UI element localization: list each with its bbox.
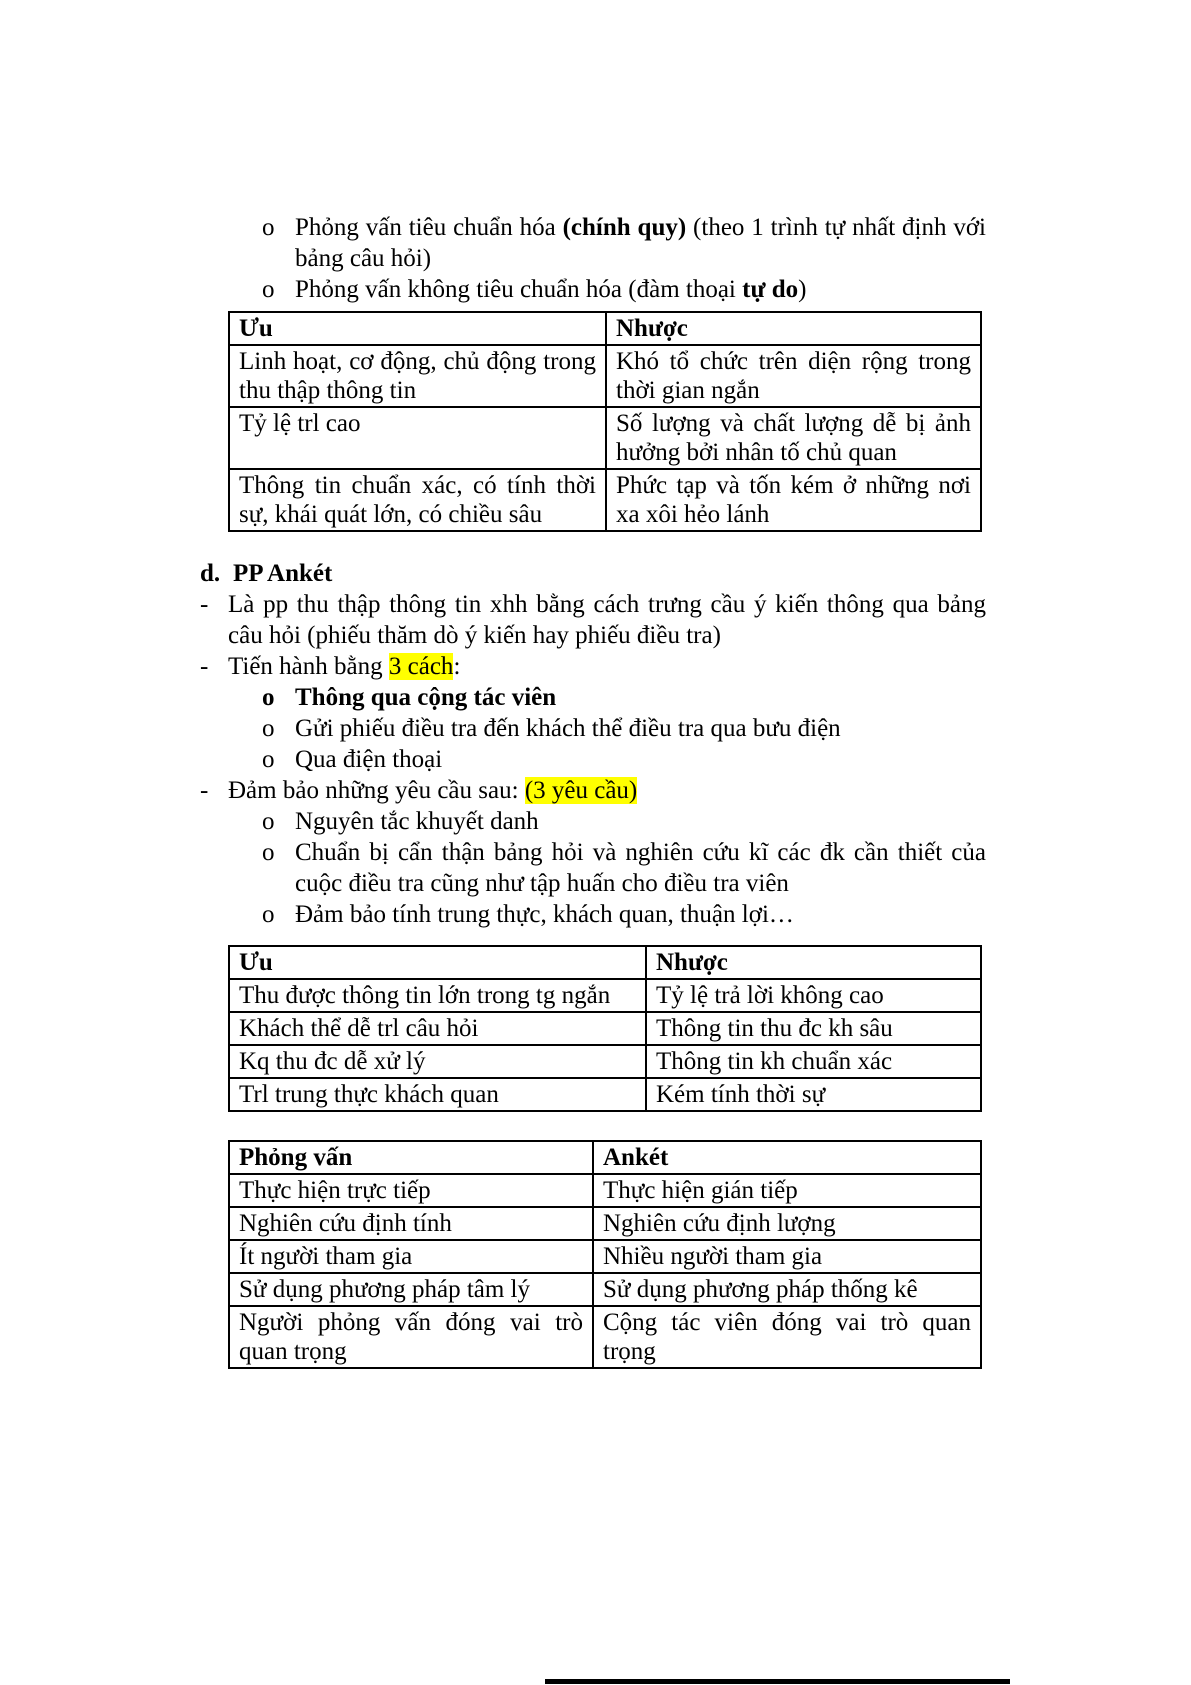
section-label: d. bbox=[200, 560, 221, 587]
table-cell: Sử dụng phương pháp thống kê bbox=[593, 1273, 981, 1306]
section-title: PP Ankét bbox=[233, 560, 333, 587]
list-item-text: Thông qua cộng tác viên bbox=[295, 684, 557, 711]
section-heading bbox=[200, 558, 986, 589]
list-item-text: Là pp thu thập thông tin xhh bằng cách trưng cầu ý kiến thông qua bảng câu hỏi (phiếu thăm dò ý kiến hay phiếu điều tra) bbox=[228, 591, 986, 649]
table-cell: Ít người tham gia bbox=[229, 1240, 593, 1273]
list-item bbox=[200, 713, 986, 744]
list-item bbox=[200, 274, 986, 305]
table-header-cell: Ưu bbox=[229, 946, 646, 979]
table-cell: Nghiên cứu định lượng bbox=[593, 1207, 981, 1240]
table-header-row bbox=[229, 946, 981, 979]
list-item-text bbox=[295, 274, 986, 305]
list-item-text: Chuẩn bị cẩn thận bảng hỏi và nghiên cứu kĩ các đk cần thiết của cuộc điều tra cũng như tập huấn cho điều tra viên bbox=[295, 839, 986, 897]
table-cell: Thực hiện trực tiếp bbox=[229, 1174, 593, 1207]
list-item bbox=[200, 775, 986, 806]
list-item bbox=[200, 589, 986, 651]
table-cell: Thực hiện gián tiếp bbox=[593, 1174, 981, 1207]
bold-text-run: tự do bbox=[742, 276, 799, 303]
bullet-marker: o bbox=[262, 214, 275, 241]
table-row bbox=[229, 979, 981, 1012]
table-header-cell: Phỏng vấn bbox=[229, 1141, 593, 1174]
table-cell: Kq thu đc dễ xử lý bbox=[229, 1045, 646, 1078]
bullet-marker: o bbox=[262, 715, 275, 742]
table-row bbox=[229, 1207, 981, 1240]
table-row bbox=[229, 1306, 981, 1368]
table-row bbox=[229, 1078, 981, 1111]
table-cell: Số lượng và chất lượng dễ bị ảnh hưởng bởi nhân tố chủ quan bbox=[606, 407, 981, 469]
table-row bbox=[229, 1012, 981, 1045]
list-item bbox=[200, 682, 986, 713]
table-cell: Thông tin thu đc kh sâu bbox=[646, 1012, 981, 1045]
table-cell: Nhiều người tham gia bbox=[593, 1240, 981, 1273]
document-content bbox=[200, 212, 986, 1369]
list-item bbox=[200, 806, 986, 837]
table-cell: Thu được thông tin lớn trong tg ngắn bbox=[229, 979, 646, 1012]
dash-marker: - bbox=[200, 777, 209, 804]
table-cell: Tỷ lệ trả lời không cao bbox=[646, 979, 981, 1012]
table-cell: Tỷ lệ trl cao bbox=[229, 407, 606, 469]
table-cell: Thông tin kh chuẩn xác bbox=[646, 1045, 981, 1078]
table-header-row bbox=[229, 312, 981, 345]
text-run: Phỏng vấn không tiêu chuẩn hóa (đàm thoại bbox=[295, 276, 743, 303]
table-cell: Phức tạp và tốn kém ở những nơi xa xôi hẻo lánh bbox=[606, 469, 981, 531]
bullet-marker: o bbox=[262, 746, 275, 773]
table-header-cell: Ankét bbox=[593, 1141, 981, 1174]
highlighted-text-run: 3 cách bbox=[388, 653, 454, 680]
list-item bbox=[200, 212, 986, 274]
table-row bbox=[229, 1045, 981, 1078]
list-item-text: Gửi phiếu điều tra đến khách thể điều tra qua bưu điện bbox=[295, 715, 841, 742]
table-row bbox=[229, 407, 981, 469]
dash-marker: - bbox=[200, 653, 209, 680]
list-item bbox=[200, 651, 986, 682]
table-header-cell: Ưu bbox=[229, 312, 606, 345]
interview-vs-anket-table bbox=[228, 1140, 982, 1369]
bold-text-run: (chính quy) bbox=[562, 214, 687, 241]
bullet-marker: o bbox=[262, 808, 275, 835]
table-cell: Linh hoạt, cơ động, chủ động trong thu thập thông tin bbox=[229, 345, 606, 407]
bullet-marker: o bbox=[262, 839, 275, 866]
text-run: ) bbox=[798, 276, 807, 303]
list-item-text bbox=[228, 775, 986, 806]
table-cell: Kém tính thời sự bbox=[646, 1078, 981, 1111]
bullet-marker: o bbox=[262, 901, 275, 928]
dash-marker: - bbox=[200, 591, 209, 618]
interview-pros-cons-table bbox=[228, 311, 982, 532]
anket-pros-cons-table bbox=[228, 945, 982, 1112]
list-item-text: Đảm bảo tính trung thực, khách quan, thuận lợi… bbox=[295, 901, 794, 928]
table-row bbox=[229, 345, 981, 407]
table-cell: Cộng tác viên đóng vai trò quan trọng bbox=[593, 1306, 981, 1368]
next-page-edge-artifact bbox=[545, 1679, 1010, 1684]
table-cell: Trl trung thực khách quan bbox=[229, 1078, 646, 1111]
list-item bbox=[200, 837, 986, 899]
text-run: Tiến hành bằng bbox=[228, 653, 389, 680]
table-header-cell: Nhược bbox=[606, 312, 981, 345]
list-item-text bbox=[295, 212, 986, 274]
table-header-row bbox=[229, 1141, 981, 1174]
list-item bbox=[200, 899, 986, 930]
text-run: : bbox=[453, 653, 461, 680]
table-cell: Khó tổ chức trên diện rộng trong thời gian ngắn bbox=[606, 345, 981, 407]
table-row bbox=[229, 1273, 981, 1306]
highlighted-text-run: (3 yêu cầu) bbox=[524, 777, 638, 804]
table-header-cell: Nhược bbox=[646, 946, 981, 979]
table-row bbox=[229, 1174, 981, 1207]
list-item-text: Qua điện thoại bbox=[295, 746, 443, 773]
list-item-text bbox=[228, 651, 986, 682]
table-row bbox=[229, 1240, 981, 1273]
table-cell: Khách thể dễ trl câu hỏi bbox=[229, 1012, 646, 1045]
table-cell: Nghiên cứu định tính bbox=[229, 1207, 593, 1240]
text-run: (theo 1 trình tự nhất định với bảng câu hỏi) bbox=[295, 214, 986, 272]
table-row bbox=[229, 469, 981, 531]
text-run: Phỏng vấn tiêu chuẩn hóa bbox=[295, 214, 563, 241]
list-item-text: Nguyên tắc khuyết danh bbox=[295, 808, 539, 835]
list-item bbox=[200, 744, 986, 775]
text-run: Đảm bảo những yêu cầu sau: bbox=[228, 777, 525, 804]
table-cell: Sử dụng phương pháp tâm lý bbox=[229, 1273, 593, 1306]
table-cell: Thông tin chuẩn xác, có tính thời sự, khái quát lớn, có chiều sâu bbox=[229, 469, 606, 531]
bullet-marker: o bbox=[262, 684, 275, 711]
table-cell: Người phỏng vấn đóng vai trò quan trọng bbox=[229, 1306, 593, 1368]
bullet-marker: o bbox=[262, 276, 275, 303]
